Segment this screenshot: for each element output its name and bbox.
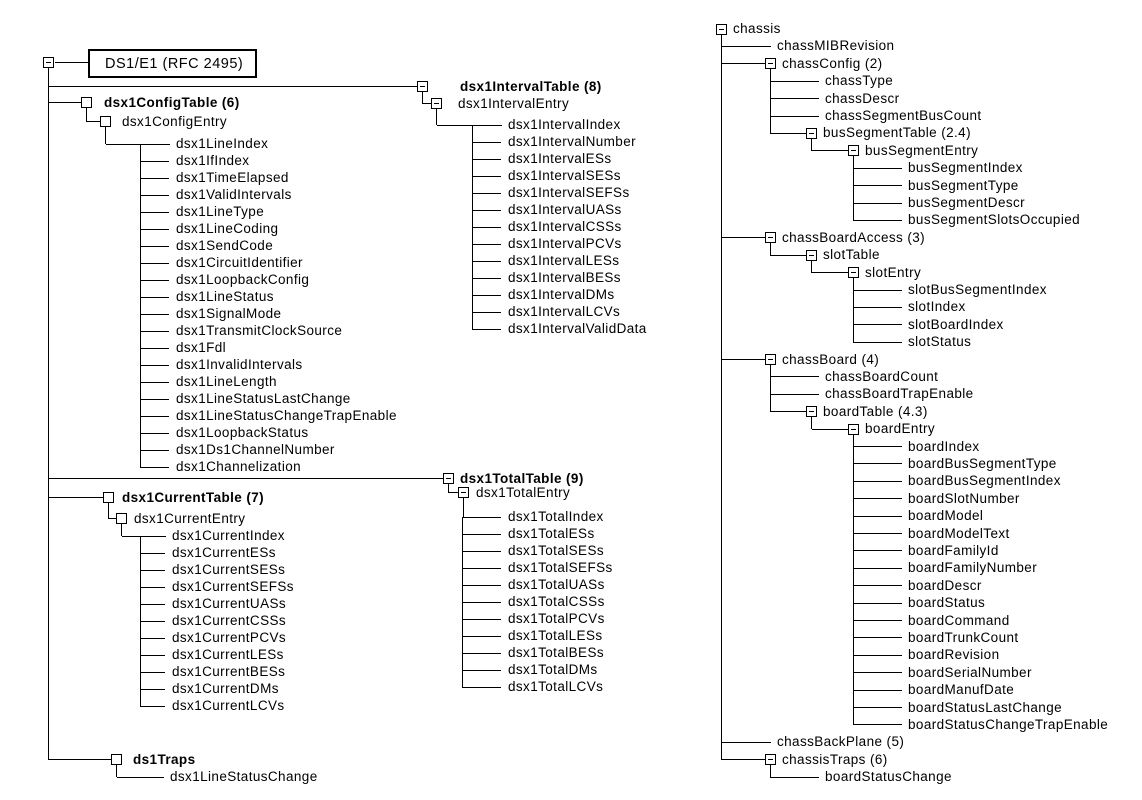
expand-box-icon[interactable] [111,754,122,765]
collapse-toggle-icon[interactable] [806,128,817,139]
connector-line [48,68,49,760]
connector-line [722,46,771,47]
tree-node-label: busSegmentEntry [865,143,979,158]
collapse-toggle-icon[interactable] [443,473,454,484]
leaf-label: chassBoardCount [825,369,939,384]
leaf-label: dsx1TotalSESs [508,543,604,558]
connector-line [140,246,169,247]
connector-line [853,156,854,220]
connector-line [55,62,88,63]
expand-box-icon[interactable] [100,116,111,127]
leaf-label: dsx1IntervalLESs [508,253,620,268]
leaf-label: dsx1IntervalUASs [508,202,622,217]
leaf-label: dsx1IntervalDMs [508,287,615,302]
collapse-toggle-icon[interactable] [716,24,727,35]
connector-line [140,450,169,451]
entry-title: dsx1TotalEntry [476,485,571,500]
connector-line [722,63,765,64]
connector-line [140,144,141,467]
connector-line [853,568,902,569]
minus-glyph [768,63,773,64]
leaf-label: boardStatus [908,595,986,610]
leaf-label: dsx1CurrentCSSs [172,613,287,628]
connector-line [853,585,902,586]
connector-line [853,446,902,447]
connector-line [140,229,169,230]
tree-node-label: chassConfig (2) [782,56,883,71]
connector-line [140,280,169,281]
connector-line [472,227,501,228]
leaf-label: dsx1IntervalLCVs [508,304,621,319]
leaf-label: boardModel [908,508,984,523]
connector-line [472,159,501,160]
minus-glyph [446,478,451,479]
connector-line [140,314,169,315]
minus-glyph [809,133,814,134]
connector-line [108,503,109,519]
connector-line [472,329,501,330]
leaf-label: dsx1SignalMode [176,306,282,321]
collapse-toggle-icon[interactable] [417,81,428,92]
collapse-toggle-icon[interactable] [765,232,776,243]
connector-line [48,478,443,479]
connector-line [48,497,103,498]
leaf-label: dsx1CurrentBESs [172,664,286,679]
leaf-label: dsx1InvalidIntervals [176,357,303,372]
connector-line [140,416,169,417]
table-title: dsx1ConfigTable (6) [104,95,240,110]
connector-line [770,133,806,134]
leaf-label: dsx1IntervalSESs [508,168,621,183]
table-title: ds1Traps [133,752,196,767]
connector-line [48,86,417,87]
leaf-label: busSegmentIndex [908,160,1023,175]
connector-line [140,604,165,605]
connector-line [811,261,812,273]
connector-line [472,176,501,177]
tree-node-label: slotEntry [865,265,922,280]
connector-line [462,653,501,654]
connector-line [472,193,501,194]
connector-line [140,433,169,434]
leaf-label: boardTrunkCount [908,630,1019,645]
leaf-label: boardModelText [908,526,1010,541]
leaf-label: chassMIBRevision [777,38,895,53]
ds1e1-root-node [88,49,257,78]
leaf-label: dsx1TotalBESs [508,645,604,660]
connector-line [812,272,848,273]
connector-line [811,417,812,429]
leaf-label: dsx1CurrentPCVs [172,630,287,645]
leaf-label: dsx1Channelization [176,459,302,474]
leaf-label: dsx1TotalDMs [508,662,598,677]
leaf-label: dsx1Ds1ChannelNumber [176,442,335,457]
collapse-toggle-icon[interactable] [765,58,776,69]
leaf-label: dsx1CurrentLCVs [172,698,285,713]
leaf-label: dsx1LineIndex [176,136,269,151]
connector-line [140,331,169,332]
leaf-label: boardStatusLastChange [908,700,1063,715]
connector-line [140,655,165,656]
connector-line [853,342,902,343]
expand-box-icon[interactable] [116,513,127,524]
connector-line [853,185,902,186]
collapse-toggle-icon[interactable] [848,424,859,435]
connector-line [462,636,501,637]
connector-line [853,707,902,708]
connector-line [853,324,902,325]
leaf-label: chassSegmentBusCount [825,108,982,123]
connector-line [770,116,819,117]
minus-glyph [46,62,51,63]
collapse-toggle-icon[interactable] [848,267,859,278]
minus-glyph [851,272,856,273]
connector-line [812,150,848,151]
leaf-label: dsx1TransmitClockSource [176,323,343,338]
leaf-label: dsx1Fdl [176,340,227,355]
leaf-label: boardFamilyId [908,543,999,558]
leaf-label: dsx1CircuitIdentifier [176,255,303,270]
minus-glyph [461,492,466,493]
connector-line [140,212,169,213]
connector-line [462,517,501,518]
connector-line [140,161,169,162]
leaf-label: dsx1IntervalPCVs [508,236,622,251]
leaf-label: dsx1LoopbackConfig [176,272,310,287]
connector-line [121,524,122,536]
connector-line [140,195,169,196]
connector-line [770,394,819,395]
leaf-label: dsx1LoopbackStatus [176,425,309,440]
connector-line [462,619,501,620]
leaf-label: dsx1TotalLCVs [508,679,604,694]
leaf-label: dsx1TotalLESs [508,628,603,643]
connector-line [853,463,902,464]
leaf-label: dsx1IntervalESs [508,151,612,166]
leaf-label: dsx1TotalIndex [508,509,604,524]
expand-box-icon[interactable] [81,97,92,108]
leaf-label: dsx1LineLength [176,374,277,389]
connector-line [722,359,765,360]
leaf-label: dsx1CurrentESs [172,545,276,560]
entry-title: dsx1IntervalEntry [458,96,570,111]
connector-line [853,168,902,169]
connector-line [463,498,464,517]
connector-line [722,237,765,238]
connector-line [853,655,902,656]
connector-line [122,536,166,537]
connector-line [721,35,722,760]
collapse-toggle-icon[interactable] [431,98,442,109]
tree-node-label: chassBoard (4) [782,352,880,367]
tree-node-label: chassBoardAccess (3) [782,230,926,245]
leaf-label: slotBusSegmentIndex [908,282,1047,297]
connector-line [853,724,902,725]
leaf-label: dsx1LineCoding [176,221,279,236]
minus-glyph [719,29,724,30]
connector-line [87,121,101,122]
leaf-label: dsx1TotalSEFSs [508,560,613,575]
table-title: dsx1TotalTable (9) [460,471,584,486]
leaf-label: dsx1IntervalSEFSs [508,185,630,200]
leaf-label: dsx1TimeElapsed [176,170,289,185]
tree-node-label: boardEntry [865,421,936,436]
entry-title: dsx1ConfigEntry [122,114,228,129]
leaf-label: boardManufDate [908,682,1015,697]
connector-line [140,570,165,571]
connector-line [812,429,848,430]
connector-line [106,144,170,145]
connector-line [770,777,819,778]
minus-glyph [809,411,814,412]
leaf-label: boardStatusChangeTrapEnable [908,717,1109,732]
tree-node-label: boardTable (4.3) [823,404,928,419]
connector-line [853,435,854,725]
leaf-label: slotBoardIndex [908,317,1004,332]
connector-line [853,307,902,308]
connector-line [770,81,819,82]
connector-line [140,467,169,468]
connector-line [853,550,902,551]
connector-line [140,621,165,622]
connector-line [472,261,501,262]
connector-line [86,108,87,122]
leaf-label: dsx1TotalPCVs [508,611,605,626]
leaf-label: dsx1SendCode [176,238,274,253]
collapse-toggle-icon[interactable] [765,354,776,365]
connector-line [853,278,854,342]
leaf-label: boardRevision [908,647,1000,662]
leaf-label: dsx1TotalESs [508,526,595,541]
connector-line [853,481,902,482]
connector-line [770,376,819,377]
connector-line [140,399,169,400]
entry-title: dsx1CurrentEntry [134,511,246,526]
leaf-label: boardSerialNumber [908,665,1032,680]
leaf-label: dsx1TotalCSSs [508,594,605,609]
minus-glyph [851,429,856,430]
connector-line [140,178,169,179]
connector-line [770,98,819,99]
connector-line [472,210,501,211]
expand-box-icon[interactable] [103,492,114,503]
connector-line [853,533,902,534]
connector-line [853,620,902,621]
connector-line [472,312,501,313]
leaf-label: dsx1IntervalBESs [508,270,621,285]
leaf-label: boardIndex [908,439,980,454]
connector-line [140,348,169,349]
minus-glyph [434,103,439,104]
leaf-label: dsx1LineStatusChangeTrapEnable [176,408,397,423]
minus-glyph [768,359,773,360]
leaf-label: boardStatusChange [825,769,952,784]
connector-line [117,777,164,778]
collapse-toggle-icon[interactable] [806,250,817,261]
connector-line [853,672,902,673]
leaf-label: dsx1IntervalCSSs [508,219,622,234]
connector-line [140,587,165,588]
leaf-label: chassDescr [825,91,900,106]
connector-line [140,297,169,298]
leaf-label: boardFamilyNumber [908,560,1038,575]
leaf-label: chassBackPlane (5) [777,734,905,749]
connector-line [116,765,117,777]
connector-line [722,742,771,743]
connector-line [462,551,501,552]
leaf-label: boardBusSegmentIndex [908,473,1061,488]
connector-line [48,759,111,760]
leaf-label: dsx1CurrentSESs [172,562,286,577]
leaf-label: boardDescr [908,578,982,593]
leaf-label: boardSlotNumber [908,491,1020,506]
minus-glyph [420,86,425,87]
tree-node-label: busSegmentTable (2.4) [823,125,971,140]
leaf-label: dsx1CurrentUASs [172,596,287,611]
connector-line [770,765,771,777]
connector-line [462,534,501,535]
connector-line [140,706,165,707]
connector-line [853,498,902,499]
connector-line [472,142,501,143]
leaf-label: chassBoardTrapEnable [825,386,974,401]
collapse-toggle-icon[interactable] [458,487,469,498]
connector-line [853,603,902,604]
leaf-label: dsx1CurrentIndex [172,528,285,543]
connector-line [770,243,771,255]
leaf-label: dsx1LineStatus [176,289,274,304]
leaf-label: busSegmentType [908,178,1019,193]
connector-line [140,382,169,383]
connector-line [811,139,812,151]
connector-line [853,290,902,291]
connector-line [472,278,501,279]
leaf-label: dsx1IntervalNumber [508,134,637,149]
connector-line [436,109,437,125]
connector-line [140,365,169,366]
leaf-label: dsx1CurrentDMs [172,681,279,696]
connector-line [48,102,81,103]
leaf-label: dsx1LineStatusChange [170,769,318,784]
connector-line [853,516,902,517]
connector-line [140,689,165,690]
connector-line [105,127,106,144]
minus-glyph [768,237,773,238]
tree-node-label: chassisTraps (6) [782,752,888,767]
connector-line [462,568,501,569]
connector-line [853,637,902,638]
minus-glyph [768,759,773,760]
ds1e1-collapse-toggle-icon[interactable] [43,57,54,68]
tree-node-label: chassis [733,21,781,36]
collapse-toggle-icon[interactable] [765,754,776,765]
leaf-label: dsx1CurrentLESs [172,647,284,662]
connector-line [140,638,165,639]
minus-glyph [851,150,856,151]
connector-line [770,365,771,412]
connector-line [437,125,502,126]
leaf-label: dsx1IfIndex [176,153,250,168]
collapse-toggle-icon[interactable] [848,145,859,156]
leaf-label: slotStatus [908,334,972,349]
connector-line [462,602,501,603]
connector-line [770,69,771,133]
table-title: dsx1IntervalTable (8) [460,79,602,94]
connector-line [722,759,765,760]
collapse-toggle-icon[interactable] [806,406,817,417]
connector-line [472,295,501,296]
leaf-label: boardCommand [908,613,1010,628]
connector-line [853,690,902,691]
leaf-label: dsx1IntervalIndex [508,117,621,132]
table-title: dsx1CurrentTable (7) [122,490,265,505]
leaf-label: slotIndex [908,299,966,314]
leaf-label: dsx1IntervalValidData [508,321,647,336]
connector-line [140,263,169,264]
connector-line [462,670,501,671]
leaf-label: busSegmentDescr [908,195,1026,210]
connector-line [140,553,165,554]
leaf-label: dsx1LineStatusLastChange [176,391,351,406]
connector-line [462,585,501,586]
minus-glyph [809,255,814,256]
leaf-label: busSegmentSlotsOccupied [908,212,1081,227]
connector-line [472,244,501,245]
leaf-label: boardBusSegmentType [908,456,1057,471]
connector-line [853,203,902,204]
leaf-label: dsx1TotalUASs [508,577,605,592]
leaf-label: chassType [825,73,894,88]
leaf-label: dsx1ValidIntervals [176,187,292,202]
connector-line [770,411,806,412]
connector-line [140,672,165,673]
connector-line [770,255,806,256]
ds1e1-root-label: DS1/E1 (RFC 2495) [105,55,244,72]
tree-node-label: slotTable [823,247,880,262]
connector-line [462,687,501,688]
connector-line [853,220,902,221]
leaf-label: dsx1CurrentSEFSs [172,579,294,594]
leaf-label: dsx1LineType [176,204,265,219]
